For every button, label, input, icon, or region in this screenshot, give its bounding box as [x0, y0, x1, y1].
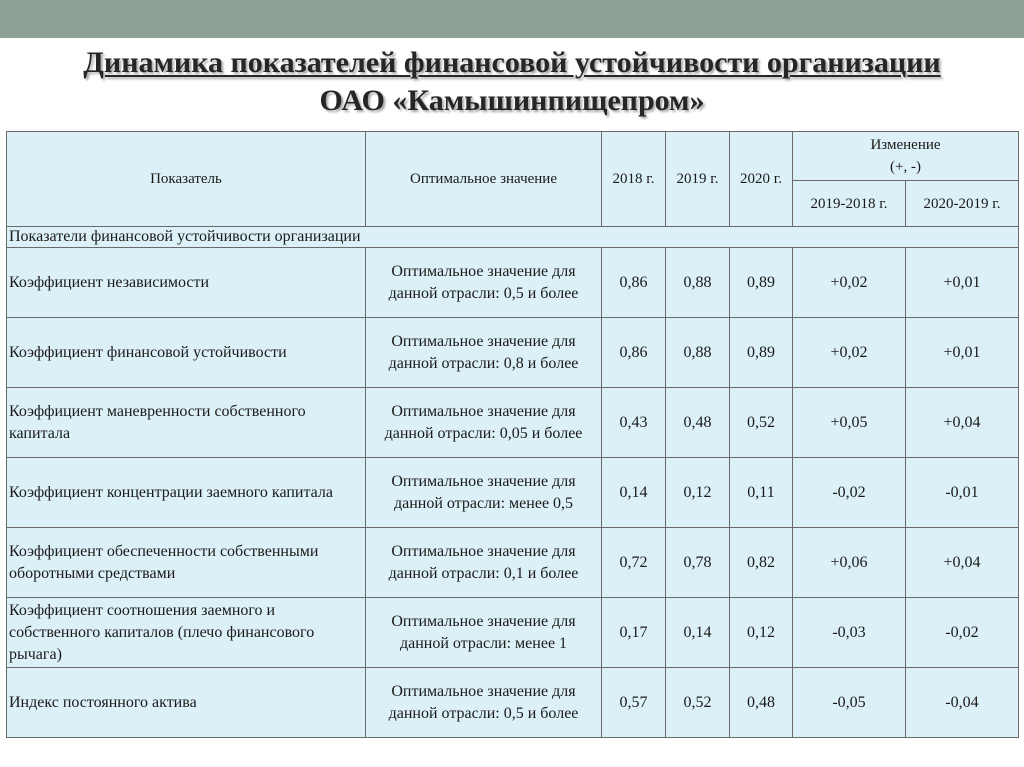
- row-change-2019-2018: -0,02: [793, 458, 906, 528]
- row-value-2018: 0,72: [602, 528, 666, 598]
- page-title: [0, 44, 1024, 120]
- row-optimal-value: Оптимальное значение для данной отрасли: 0,5 и более: [366, 668, 602, 738]
- row-change-2020-2019: +0,01: [906, 318, 1019, 388]
- title-line-2: ОАО «Камышинпищепром»: [319, 84, 705, 117]
- row-value-2020: 0,11: [730, 458, 793, 528]
- row-value-2018: 0,57: [602, 668, 666, 738]
- row-value-2019: 0,88: [666, 248, 730, 318]
- row-value-2018: 0,86: [602, 318, 666, 388]
- row-value-2018: 0,17: [602, 598, 666, 668]
- row-change-2020-2019: -0,01: [906, 458, 1019, 528]
- table-row: [7, 318, 1019, 388]
- header-diff-2020-2019: 2020-2019 г.: [906, 181, 1019, 227]
- financial-stability-table: [6, 131, 1019, 738]
- header-change-label: Изменение: [870, 137, 941, 153]
- row-value-2018: 0,43: [602, 388, 666, 458]
- row-value-2020: 0,89: [730, 318, 793, 388]
- row-value-2019: 0,48: [666, 388, 730, 458]
- row-indicator-name: Коэффициент обеспеченности собственными оборотными средствами: [7, 528, 366, 598]
- row-change-2019-2018: +0,02: [793, 248, 906, 318]
- table-row: [7, 668, 1019, 738]
- row-value-2019: 0,12: [666, 458, 730, 528]
- row-change-2020-2019: +0,04: [906, 388, 1019, 458]
- row-value-2020: 0,52: [730, 388, 793, 458]
- section-row: Показатели финансовой устойчивости организации: [7, 227, 1019, 248]
- row-optimal-value: Оптимальное значение для данной отрасли: 0,05 и более: [366, 388, 602, 458]
- row-change-2020-2019: -0,04: [906, 668, 1019, 738]
- row-value-2018: 0,14: [602, 458, 666, 528]
- row-indicator-name: Индекс постоянного актива: [7, 668, 366, 738]
- header-indicator: Показатель: [7, 132, 366, 227]
- row-optimal-value: Оптимальное значение для данной отрасли: менее 1: [366, 598, 602, 668]
- row-value-2019: 0,14: [666, 598, 730, 668]
- row-change-2020-2019: -0,02: [906, 598, 1019, 668]
- header-change: [793, 132, 1019, 181]
- row-change-2019-2018: +0,06: [793, 528, 906, 598]
- row-value-2020: 0,82: [730, 528, 793, 598]
- row-indicator-name: Коэффициент финансовой устойчивости: [7, 318, 366, 388]
- top-banner: [0, 0, 1024, 38]
- header-diff-2019-2018: 2019-2018 г.: [793, 181, 906, 227]
- row-value-2019: 0,78: [666, 528, 730, 598]
- row-value-2019: 0,88: [666, 318, 730, 388]
- row-value-2019: 0,52: [666, 668, 730, 738]
- table-row: [7, 248, 1019, 318]
- table-row: [7, 598, 1019, 668]
- row-change-2020-2019: +0,01: [906, 248, 1019, 318]
- header-2019: 2019 г.: [666, 132, 730, 227]
- row-change-2019-2018: +0,02: [793, 318, 906, 388]
- row-indicator-name: Коэффициент соотношения заемного и собственного капиталов (плечо финансового рычага): [7, 598, 366, 668]
- row-optimal-value: Оптимальное значение для данной отрасли: 0,1 и более: [366, 528, 602, 598]
- row-optimal-value: Оптимальное значение для данной отрасли: 0,8 и более: [366, 318, 602, 388]
- row-change-2020-2019: +0,04: [906, 528, 1019, 598]
- header-2020: 2020 г.: [730, 132, 793, 227]
- header-2018: 2018 г.: [602, 132, 666, 227]
- title-line-1: Динамика показателей финансовой устойчивости организации: [83, 46, 941, 79]
- header-change-sign: (+, -): [890, 159, 921, 175]
- row-indicator-name: Коэффициент маневренности собственного капитала: [7, 388, 366, 458]
- row-value-2020: 0,89: [730, 248, 793, 318]
- row-value-2018: 0,86: [602, 248, 666, 318]
- row-change-2019-2018: -0,03: [793, 598, 906, 668]
- row-change-2019-2018: -0,05: [793, 668, 906, 738]
- row-indicator-name: Коэффициент концентрации заемного капитала: [7, 458, 366, 528]
- row-indicator-name: Коэффициент независимости: [7, 248, 366, 318]
- table-row: [7, 528, 1019, 598]
- row-value-2020: 0,12: [730, 598, 793, 668]
- row-optimal-value: Оптимальное значение для данной отрасли: 0,5 и более: [366, 248, 602, 318]
- table-row: [7, 458, 1019, 528]
- header-optimal: Оптимальное значение: [366, 132, 602, 227]
- row-value-2020: 0,48: [730, 668, 793, 738]
- row-change-2019-2018: +0,05: [793, 388, 906, 458]
- table-row: [7, 388, 1019, 458]
- row-optimal-value: Оптимальное значение для данной отрасли: менее 0,5: [366, 458, 602, 528]
